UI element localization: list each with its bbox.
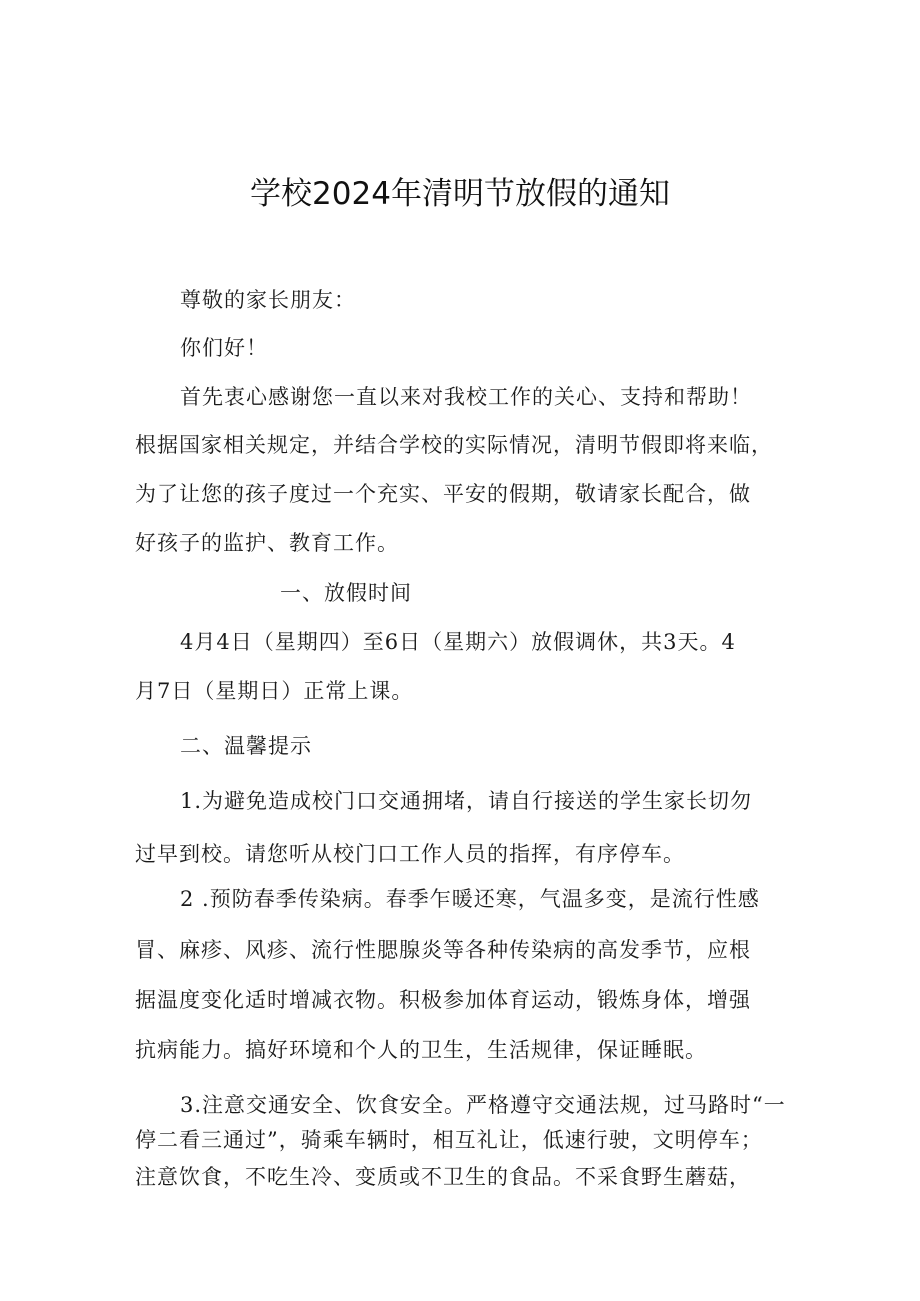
section-heading-holiday-time: 一、放假时间: [280, 581, 412, 605]
tip-item-line: 停二看三通过”，骑乘车辆时，相互礼让，低速行驶，文明停车；: [135, 1128, 763, 1152]
greeting: 尊敬的家长朋友：: [180, 288, 356, 312]
document-title: 学校2024年清明节放假的通知: [250, 176, 670, 212]
intro-line: 为了让您的孩子度过一个充实、平安的假期，敬请家长配合，做: [135, 482, 751, 506]
tip-item-line: 据温度变化适时增减衣物。积极参加体育运动，锻炼身体，增强: [135, 988, 751, 1012]
holiday-time-line: 4月4日（星期四）至6日（星期六）放假调休，共3天。4: [180, 630, 736, 654]
tip-item-line: 3.注意交通安全、饮食安全。严格遵守交通法规，过马路时“一: [180, 1093, 786, 1117]
hello-line: 你们好！: [180, 336, 268, 360]
intro-line: 好孩子的监护、教育工作。: [135, 531, 399, 555]
tip-item-line: 2 .预防春季传染病。春季乍暖还寒，气温多变，是流行性感: [180, 887, 760, 911]
holiday-time-line: 月7日（星期日）正常上课。: [135, 679, 414, 703]
tip-item-line: 过早到校。请您听从校门口工作人员的指挥，有序停车。: [135, 842, 685, 866]
tip-item-line: 注意饮食，不吃生冷、变质或不卫生的食品。不采食野生蘑菇，: [135, 1165, 751, 1189]
tip-item-line: 抗病能力。搞好环境和个人的卫生，生活规律，保证睡眠。: [135, 1038, 707, 1062]
section-heading-tips: 二、温馨提示: [180, 734, 312, 758]
intro-line: 首先衷心感谢您一直以来对我校工作的关心、支持和帮助！: [180, 385, 752, 409]
tip-item-line: 冒、麻疹、风疹、流行性腮腺炎等各种传染病的高发季节，应根: [135, 938, 751, 962]
tip-item-line: 1.为避免造成校门口交通拥堵，请自行接送的学生家长切勿: [180, 789, 753, 813]
intro-line: 根据国家相关规定，并结合学校的实际情况，清明节假即将来临，: [135, 433, 773, 457]
